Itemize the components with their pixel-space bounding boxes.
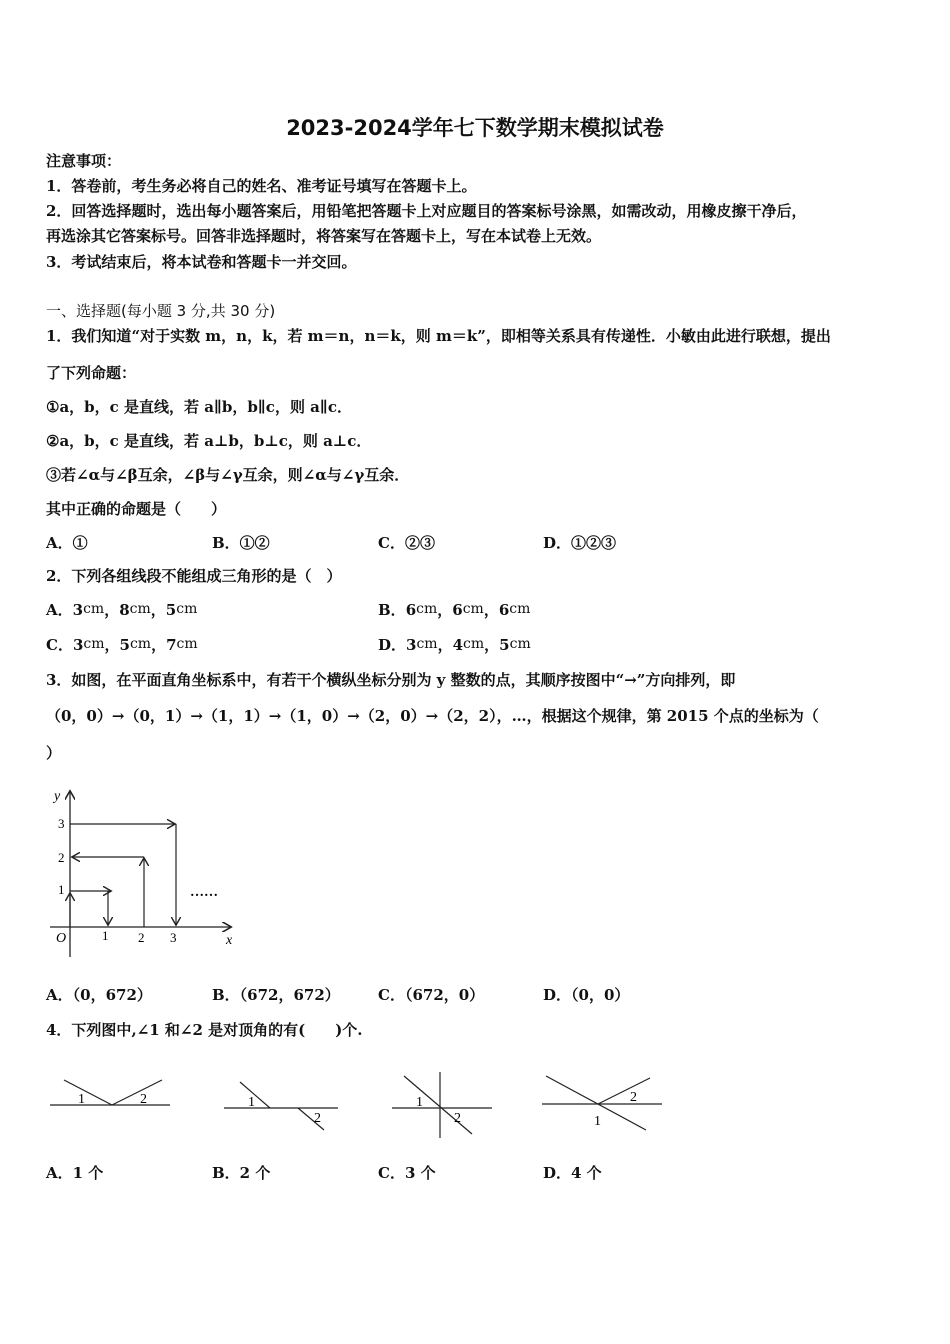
q1-stem: 1．我们知道“对于实数 m，n，k，若 m＝n，n＝k，则 m＝k”，即相等关系具有传递性．小敏由此进行联想，提出: [46, 327, 831, 345]
notice-item: 2．回答选择题时，选出每小题答案后，用铅笔把答题卡上对应题目的答案标号涂黑，如需改动，用橡皮擦干净后，: [46, 202, 807, 220]
q1-option-b: B．①②: [212, 534, 270, 552]
q4-stem: 4．下列图中,∠1 和∠2 是对顶角的有( )个.: [46, 1021, 363, 1039]
q4-figure-c: [388, 1068, 498, 1140]
q4-option-d: D．4 个: [543, 1164, 602, 1182]
y-tick-label: 1: [58, 882, 65, 897]
q4-figure-b: [220, 1072, 345, 1137]
q2-option-a: A．3cm，8cm，5cm: [46, 601, 198, 619]
y-tick-label: 3: [58, 816, 65, 831]
continuation-dots: ……: [190, 885, 218, 900]
q2-option-c: C．3cm，5cm，7cm: [46, 636, 198, 654]
q3-stem: 3．如图，在平面直角坐标系中，有若干个横纵坐标分别为 y 整数的点，其顺序按图中“→”方向排列，即: [46, 671, 736, 689]
x-tick-label: 3: [170, 930, 177, 945]
q4-figure-a: [46, 1072, 176, 1132]
notice-heading: 注意事项：: [46, 152, 122, 170]
angle-2-label: 2: [630, 1090, 637, 1105]
q1-option-c: C．②③: [378, 534, 435, 552]
q3-option-d: D．（0，0）: [543, 986, 630, 1004]
q1-stem: 了下列命题：: [46, 364, 137, 382]
q3-option-c: C．（672，0）: [378, 986, 485, 1004]
notice-item: 再选涂其它答案标号。回答非选择题时，将答案写在答题卡上，写在本试卷上无效。: [46, 227, 602, 245]
page-title: 2023-2024学年七下数学期末模拟试卷: [286, 116, 664, 140]
q1-proposition: ②a，b，c 是直线，若 a⊥b，b⊥c，则 a⊥c．: [46, 432, 372, 450]
q4-option-c: C．3 个: [378, 1164, 436, 1182]
angle-2-label: 2: [454, 1111, 461, 1126]
q3-stem: （0，0）→（0，1）→（1，1）→（1，0）→（2，0）→（2，2），…，根据这个规律，第 2015 个点的坐标为（: [46, 707, 819, 725]
x-tick-label: 1: [102, 928, 109, 943]
q2-option-d: D．3cm，4cm，5cm: [378, 636, 531, 654]
notice-item: 1．答卷前，考生务必将自己的姓名、准考证号填写在答题卡上。: [46, 177, 477, 195]
angle-1-label: 1: [416, 1095, 423, 1110]
q3-stem: ）: [46, 744, 62, 762]
q3-coordinate-graph: [40, 782, 250, 962]
q4-figure-d: [538, 1068, 666, 1134]
q1-proposition: ①a，b，c 是直线，若 a∥b，b∥c，则 a∥c．: [46, 398, 352, 416]
angle-1-label: 1: [594, 1114, 601, 1129]
q1-question: 其中正确的命题是（ ）: [46, 500, 227, 518]
x-axis-label: x: [226, 933, 233, 948]
q1-option-d: D．①②③: [543, 534, 617, 552]
angle-2-label: 2: [140, 1092, 147, 1107]
x-tick-label: 2: [138, 930, 145, 945]
q2-option-b: B．6cm，6cm，6cm: [378, 601, 531, 619]
q4-option-b: B．2 个: [212, 1164, 271, 1182]
section-heading: 一、选择题(每小题 3 分,共 30 分): [46, 302, 276, 320]
notice-item: 3．考试结束后，将本试卷和答题卡一并交回。: [46, 253, 357, 271]
q4-option-a: A．1 个: [46, 1164, 104, 1182]
q2-stem: 2．下列各组线段不能组成三角形的是（ ）: [46, 567, 342, 585]
origin-label: O: [56, 931, 67, 946]
angle-1-label: 1: [78, 1092, 85, 1107]
angle-1-label: 1: [248, 1095, 255, 1110]
q3-option-a: A．（0，672）: [46, 986, 152, 1004]
y-tick-label: 2: [58, 850, 65, 865]
angle-2-label: 2: [314, 1111, 321, 1126]
q3-option-b: B．（672，672）: [212, 986, 340, 1004]
q1-proposition: ③若∠α与∠β互余，∠β与∠γ互余，则∠α与∠γ互余．: [46, 466, 410, 484]
y-axis-label: y: [54, 789, 61, 804]
q1-option-a: A．①: [46, 534, 88, 552]
